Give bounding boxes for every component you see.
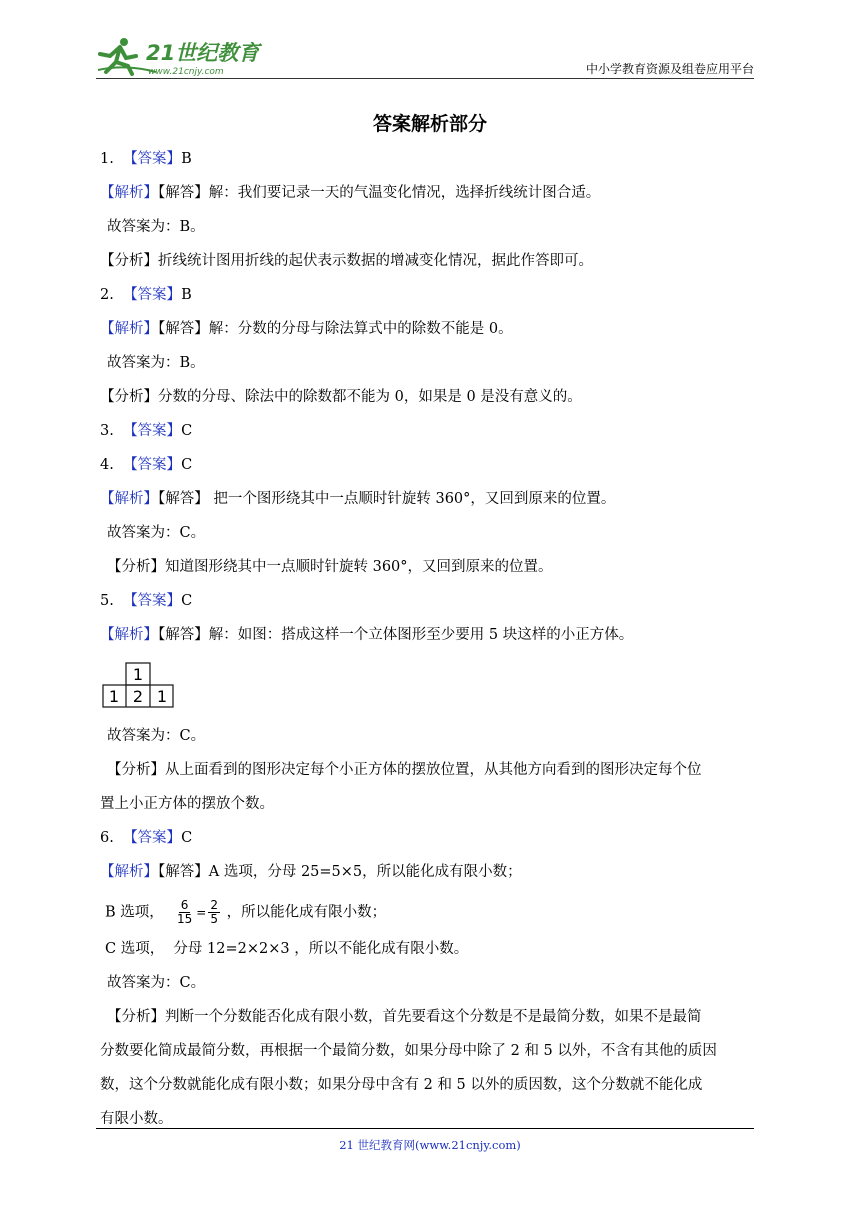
q4-answer: C <box>181 457 193 473</box>
q6-b-suffix: ，所以能化成有限小数； <box>226 904 387 921</box>
q6-fenxi-line <box>107 1007 702 1027</box>
q6-option-c-line: C 选项， 分母 12=2×2×3 ，所以不能化成有限小数。 <box>105 941 469 957</box>
q1-answer-line <box>100 149 192 169</box>
fraction-denominator: 15 <box>176 912 193 926</box>
jiexi-tag: 【解析】 <box>100 185 158 201</box>
q6-b-prefix: B 选项， <box>105 904 164 921</box>
q5-number: 5. <box>100 593 114 609</box>
q5-fenxi-cont: 置上小正方体的摆放个数。 <box>100 796 274 812</box>
q4-fenxi-line <box>107 557 553 577</box>
page-title: 答案解析部分 <box>372 113 487 135</box>
q6-jieda-text: A 选项，分母 25=5×5，所以能化成有限小数； <box>208 864 522 880</box>
q5-jieda-text: 解：如图：搭成这样一个立体图形至少要用 5 块这样的小正方体。 <box>208 627 634 643</box>
fenxi-tag: 【分析】 <box>100 253 158 269</box>
q6-fenxi-cont: 数，这个分数就能化成有限小数；如果分母中含有 2 和 5 以外的质因数，这个分数就不能化成 <box>100 1077 703 1093</box>
q5-fenxi-line <box>107 760 702 780</box>
q1-jiexi-line <box>100 183 600 203</box>
q4-fenxi-text: 知道图形绕其中一点顺时针旋转 360°，又回到原来的位置。 <box>165 559 553 575</box>
q5-final: 故答案为：C。 <box>107 728 206 744</box>
q1-answer: B <box>181 151 192 167</box>
answer-tag: 【答案】 <box>123 287 182 303</box>
q3-answer: C <box>181 423 193 439</box>
q4-answer-line <box>100 455 192 475</box>
q5-answer: C <box>181 593 193 609</box>
q2-fenxi-text: 分数的分母、除法中的除数都不能为 0，如果是 0 是没有意义的。 <box>158 389 582 405</box>
q6-answer: C <box>181 830 193 846</box>
q2-fenxi-line <box>100 387 582 407</box>
jieda-tag: 【解答】 <box>158 185 209 201</box>
fraction <box>175 899 194 926</box>
q4-number: 4. <box>100 457 114 473</box>
q4-jieda-text: 把一个图形绕其中一点顺时针旋转 360°，又回到原来的位置。 <box>208 491 616 507</box>
q5-fenxi-text: 从上面看到的图形决定每个小正方体的摆放位置，从其他方向看到的图形决定每个位 <box>165 762 702 778</box>
q1-fenxi-line <box>100 251 593 271</box>
fenxi-tag: 【分析】 <box>107 559 165 575</box>
q6-fenxi-text: 判断一个分数能否化成有限小数，首先要看这个分数是不是最简分数，如果不是最简 <box>165 1009 702 1025</box>
answer-tag: 【答案】 <box>123 593 182 609</box>
logo-main-text: 21世纪教育 <box>146 41 260 65</box>
answer-tag: 【答案】 <box>123 830 182 846</box>
q2-jiexi-line <box>100 319 513 339</box>
fraction-denominator: 5 <box>210 912 218 926</box>
q6-jiexi-line <box>100 862 522 882</box>
header-divider <box>96 78 754 79</box>
q2-number: 2. <box>100 287 114 303</box>
cube-top-view-figure <box>102 661 174 713</box>
jiexi-tag: 【解析】 <box>100 864 158 880</box>
q4-jiexi-line <box>100 489 615 509</box>
q6-fenxi-cont: 分数要化简成最简分数，再根据一个最简分数，如果分母中除了 2 和 5 以外，不含有其他的质因 <box>100 1043 717 1059</box>
q2-jieda-text: 解：分数的分母与除法算式中的除数不能是 0。 <box>208 321 513 337</box>
footer-divider <box>96 1128 754 1129</box>
q5-answer-line <box>100 591 192 611</box>
jiexi-tag: 【解析】 <box>100 321 158 337</box>
q6-answer-line <box>100 828 192 848</box>
q1-number: 1. <box>100 151 114 167</box>
jieda-tag: 【解答】 <box>158 491 209 507</box>
q2-answer-line <box>100 285 192 305</box>
site-logo <box>96 36 266 78</box>
figure-top-number: 1 <box>132 665 144 684</box>
answer-tag: 【答案】 <box>123 423 182 439</box>
q4-final: 故答案为：C。 <box>107 525 206 541</box>
q3-answer-line <box>100 421 192 441</box>
fraction-numerator: 2 <box>210 898 218 912</box>
q1-final: 故答案为：B。 <box>107 219 205 235</box>
equals-sign: = <box>196 905 207 920</box>
q6-final: 故答案为：C。 <box>107 975 206 991</box>
jieda-tag: 【解答】 <box>158 321 209 337</box>
q2-final: 故答案为：B。 <box>107 355 205 371</box>
logo-sub-text: www.21cnjy.com <box>148 67 224 77</box>
footer-link[interactable]: 21 世纪教育网(www.21cnjy.com) <box>339 1138 521 1152</box>
fenxi-tag: 【分析】 <box>107 762 165 778</box>
jieda-tag: 【解答】 <box>158 864 209 880</box>
q6-fenxi-cont: 有限小数。 <box>100 1111 173 1127</box>
answer-tag: 【答案】 <box>123 151 182 167</box>
figure-bottom-number: 1 <box>108 687 120 706</box>
jiexi-tag: 【解析】 <box>100 491 158 507</box>
q1-jieda-text: 解：我们要记录一天的气温变化情况，选择折线统计图合适。 <box>208 185 601 201</box>
fenxi-tag: 【分析】 <box>100 389 158 405</box>
q3-number: 3. <box>100 423 114 439</box>
q2-answer: B <box>181 287 192 303</box>
figure-bottom-number: 2 <box>132 687 144 706</box>
jiexi-tag: 【解析】 <box>100 627 158 643</box>
figure-bottom-number: 1 <box>156 687 168 706</box>
jieda-tag: 【解答】 <box>158 627 209 643</box>
fraction <box>208 899 220 926</box>
fenxi-tag: 【分析】 <box>107 1009 165 1025</box>
platform-name: 中小学教育资源及组卷应用平台 <box>585 62 754 76</box>
q6-option-b-line <box>105 899 386 926</box>
q5-jiexi-line <box>100 625 633 645</box>
q1-fenxi-text: 折线统计图用折线的起伏表示数据的增减变化情况，据此作答即可。 <box>158 253 593 269</box>
runner-icon <box>96 36 266 78</box>
answer-tag: 【答案】 <box>123 457 182 473</box>
fraction-numerator: 6 <box>180 898 189 912</box>
q6-number: 6. <box>100 830 114 846</box>
